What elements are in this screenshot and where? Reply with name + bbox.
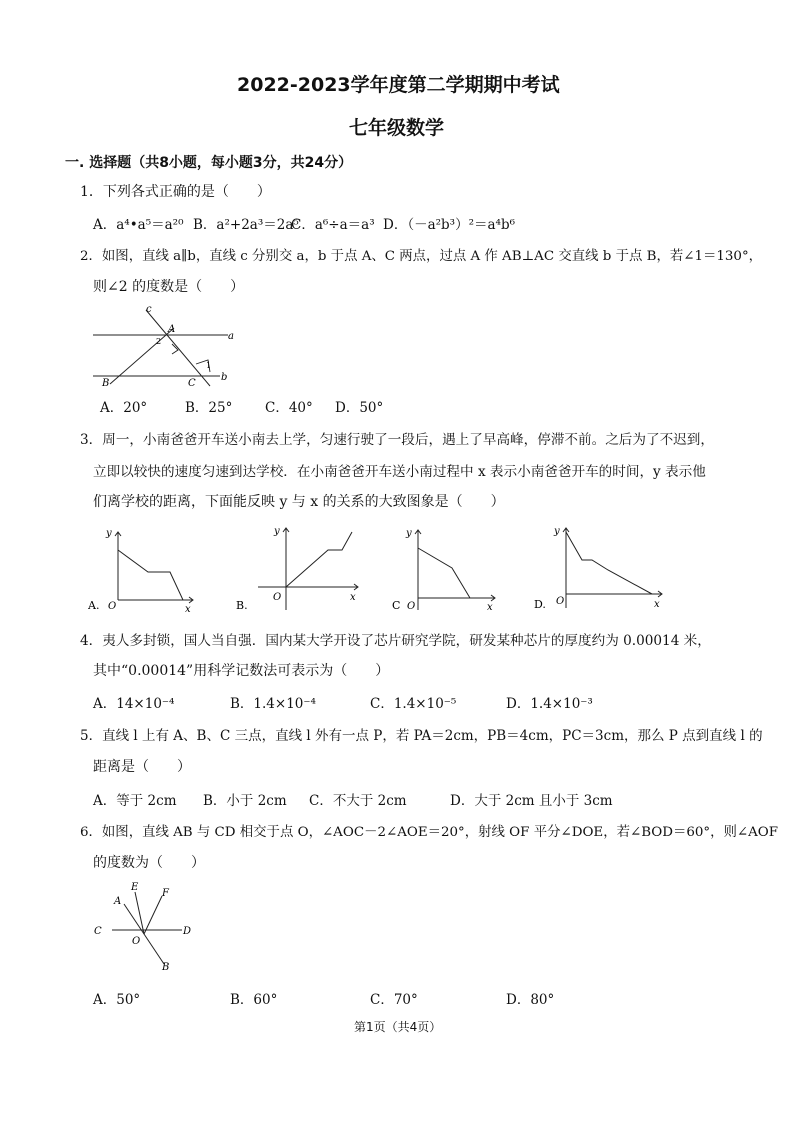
q3-graph-a-x: x	[185, 604, 191, 615]
q3-graph-d-label: D.	[534, 598, 546, 611]
q3-graph-a-o: O	[108, 601, 117, 612]
q3-line3: 们离学校的距离，下面能反映 y 与 x 的关系的大致图象是（ ）	[93, 494, 505, 510]
q6-label-A: A	[114, 896, 122, 907]
q2-label-a: a	[228, 331, 234, 342]
q6-option-c: C．70°	[370, 992, 418, 1008]
q1-option-d: D．（－a²b³）²＝a⁴b⁶	[383, 217, 516, 233]
q3-line1: 3．周一，小南爸爸开车送小南去上学，匀速行驶了一段后，遇上了早高峰，停滞不前。之后为了不迟到，	[80, 432, 714, 448]
section-heading: 一. 选择题（共8小题，每小题3分，共24分）	[65, 155, 353, 171]
q6-line2: 的度数为（ ）	[93, 855, 205, 871]
page-number: 第1页（共4页）	[354, 1020, 442, 1034]
q5-option-c: C．不大于 2cm	[309, 793, 407, 809]
q4-line2: 其中“0.00014”用科学记数法可表示为（ ）	[93, 663, 390, 679]
q6-option-b: B．60°	[230, 992, 278, 1008]
q6-line1: 6．如图，直线 AB 与 CD 相交于点 O，∠AOC－2∠AOE＝20°，射线 OF 平分∠DOE，若∠BOD＝60°，则∠AOF	[80, 825, 779, 840]
q4-option-a: A．14×10⁻⁴	[93, 696, 175, 712]
q3-graph-a-label: A.	[88, 599, 100, 612]
q2-label-1: 1	[206, 361, 212, 370]
q4-option-c: C．1.4×10⁻⁵	[370, 696, 457, 712]
q3-graph-d	[532, 520, 668, 615]
q3-graph-b-o: O	[273, 592, 282, 603]
q2-option-a: A．20°	[100, 400, 148, 416]
q6-option-a: A．50°	[93, 992, 141, 1008]
q5-line1: 5．直线 l 上有 A、B、C 三点，直线 l 外有一点 P，若 PA＝2cm，PB＝4cm，PC＝3cm，那么 P 点到直线 l 的	[80, 728, 763, 744]
q3-graph-d-o: O	[556, 596, 565, 607]
exam-subtitle: 七年级数学	[349, 117, 445, 139]
q1-option-a: A．a⁴•a⁵＝a²⁰	[93, 217, 184, 233]
q2-option-b: B．25°	[185, 400, 233, 416]
q3-graph-a	[88, 520, 200, 615]
q1-option-b: B．a²+2a³＝2a⁵	[193, 217, 299, 233]
q3-graph-d-y: y	[554, 526, 560, 537]
q2-stem-line2: 则∠2 的度数是（ ）	[93, 279, 245, 295]
q3-graph-c-y: y	[406, 528, 412, 539]
q6-label-C: C	[94, 926, 102, 937]
q6-figure	[90, 878, 202, 978]
q3-graph-c	[390, 520, 502, 615]
q2-figure	[88, 300, 238, 390]
q3-graph-c-o: O	[407, 601, 416, 612]
q5-option-d: D．大于 2cm 且小于 3cm	[450, 793, 613, 809]
q3-graph-c-label: C	[392, 599, 401, 612]
q3-line2: 立即以较快的速度匀速到达学校．在小南爸爸开车送小南过程中 x 表示小南爸爸开车的时间，y 表示他	[93, 464, 706, 480]
q3-graph-b-label: B.	[236, 599, 248, 612]
q2-label-2: 2	[156, 337, 162, 346]
q4-option-b: B．1.4×10⁻⁴	[230, 696, 316, 712]
q2-label-c: c	[146, 304, 152, 315]
q3-graph-b-x: x	[350, 592, 356, 603]
q3-graph-a-y: y	[106, 528, 112, 539]
q2-label-C: C	[188, 378, 196, 389]
q2-label-B: B	[102, 378, 110, 389]
q2-option-c: C．40°	[265, 400, 313, 416]
q2-label-A: A	[168, 324, 176, 335]
q5-option-a: A．等于 2cm	[93, 793, 177, 809]
q1-option-c: C．a⁶÷a＝a³	[291, 217, 375, 233]
q6-label-E: E	[131, 882, 139, 893]
q6-label-O: O	[132, 936, 141, 947]
q4-line1: 4．夷人多封锁，国人当自强．国内某大学开设了芯片研究学院，研发某种芯片的厚度约为 0.00014 米，	[80, 633, 711, 649]
q3-graph-c-x: x	[487, 602, 493, 613]
exam-title: 2022-2023学年度第二学期期中考试	[237, 74, 560, 96]
q6-option-d: D．80°	[506, 992, 555, 1008]
q6-label-D: D	[183, 926, 192, 937]
q5-line2: 距离是（ ）	[93, 759, 191, 775]
q1-stem: 1．下列各式正确的是（ ）	[80, 184, 271, 200]
q3-graph-b-y: y	[274, 526, 280, 537]
q4-option-d: D．1.4×10⁻³	[506, 696, 593, 712]
q2-stem-line1: 2．如图，直线 a∥b，直线 c 分别交 a，b 于点 A、C 两点，过点 A 作 AB⊥AC 交直线 b 于点 B，若∠1＝130°，	[80, 249, 763, 264]
q5-option-b: B．小于 2cm	[203, 793, 287, 809]
q3-graph-b	[236, 520, 364, 615]
q6-label-B: B	[162, 962, 170, 973]
q2-label-b: b	[221, 372, 228, 383]
q2-option-d: D．50°	[335, 400, 384, 416]
q6-label-F: F	[162, 888, 169, 899]
q3-graph-d-x: x	[654, 599, 660, 610]
